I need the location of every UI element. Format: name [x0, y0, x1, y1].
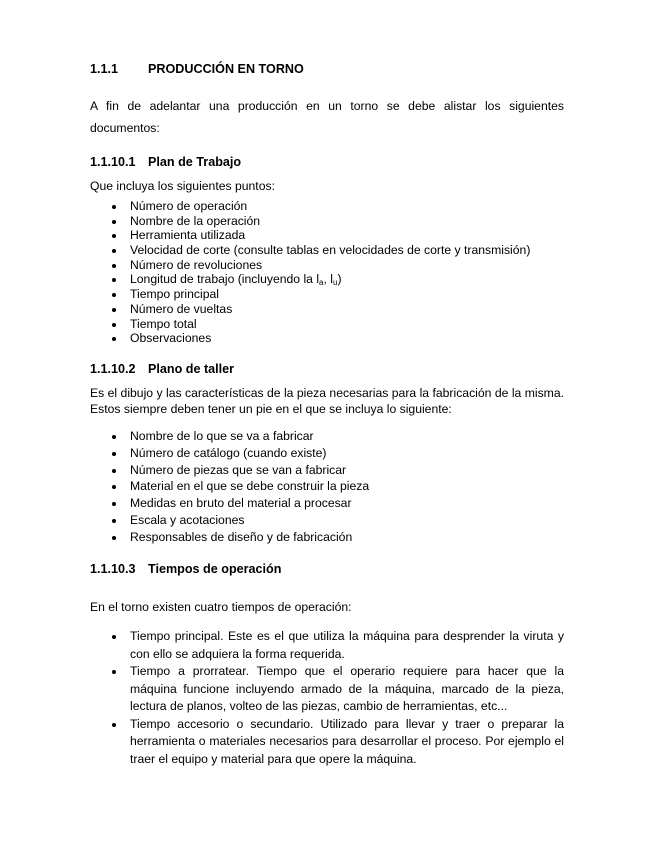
plano-taller-list [90, 428, 564, 546]
section-tiempos-heading [90, 562, 281, 576]
list-item: Tiempo principal. Este es el que utiliza la máquina para desprender la viruta y con ello se adquiera la forma requerida. [90, 628, 564, 663]
section-title: Plano de taller [148, 362, 235, 376]
section-title: Plan de Trabajo [148, 155, 242, 169]
section-plan-trabajo-lead: Que incluya los siguientes puntos: [90, 179, 275, 193]
list-item-text: Longitud de trabajo (incluyendo la l [130, 272, 320, 287]
subscript-u: u [332, 278, 338, 288]
chapter-number: 1.1.1 [90, 62, 119, 76]
list-item: Tiempo a prorratear. Tiempo que el operario requiere para hacer que la máquina funcione incluyendo armado de la máquina, marcado de la pieza, lectura de planos, volteo de las piezas, cambio de herramientas, etc... [90, 663, 564, 716]
list-item: Número de piezas que se van a fabricar [90, 462, 564, 479]
chapter-heading [90, 62, 304, 76]
section-number: 1.1.10.3 [90, 562, 136, 576]
list-item: Escala y acotaciones [90, 512, 564, 529]
section-plano-taller-lead: Es el dibujo y las características de la pieza necesarias para la fabricación de la misma. Estos siempre deben tener un pie en el que se incluya lo siguiente: [90, 386, 564, 416]
list-item: Número de catálogo (cuando existe) [90, 445, 564, 462]
section-plano-taller-heading [90, 362, 234, 376]
list-item: Número de vueltas [90, 302, 564, 317]
intro-paragraph: A fin de adelantar una producción en un torno se debe alistar los siguientes documentos: [90, 99, 564, 135]
list-item: Tiempo principal [90, 287, 564, 302]
tiempos-list [90, 628, 564, 768]
section-plan-trabajo-heading [90, 155, 241, 169]
list-item: Medidas en bruto del material a procesar [90, 495, 564, 512]
list-item-text-sep: , l [323, 272, 333, 287]
list-item-text-close: ) [337, 272, 342, 287]
list-item: Velocidad de corte (consulte tablas en velocidades de corte y transmisión) [90, 243, 564, 258]
section-tiempos-lead: En el torno existen cuatro tiempos de operación: [90, 600, 352, 614]
list-item: Nombre de lo que se va a fabricar [90, 428, 564, 445]
list-item: Material en el que se debe construir la pieza [90, 478, 564, 495]
list-item: Responsables de diseño y de fabricación [90, 529, 564, 546]
list-item: Tiempo total [90, 317, 564, 332]
list-item: Número de operación [90, 199, 564, 214]
plan-trabajo-list [90, 199, 564, 346]
section-number: 1.1.10.1 [90, 155, 136, 169]
list-item [90, 272, 564, 287]
chapter-title: PRODUCCIÓN EN TORNO [148, 62, 304, 76]
subscript-a: a [319, 278, 324, 288]
section-number: 1.1.10.2 [90, 362, 136, 376]
list-item: Tiempo accesorio o secundario. Utilizado para llevar y traer o preparar la herramienta o materiales necesarios para desarrollar el proceso. Por ejemplo el traer el equipo y material para que opere la máquina. [90, 716, 564, 769]
list-item: Observaciones [90, 331, 564, 346]
list-item: Número de revoluciones [90, 258, 564, 273]
list-item: Nombre de la operación [90, 214, 564, 229]
list-item: Herramienta utilizada [90, 228, 564, 243]
section-title: Tiempos de operación [148, 562, 282, 576]
